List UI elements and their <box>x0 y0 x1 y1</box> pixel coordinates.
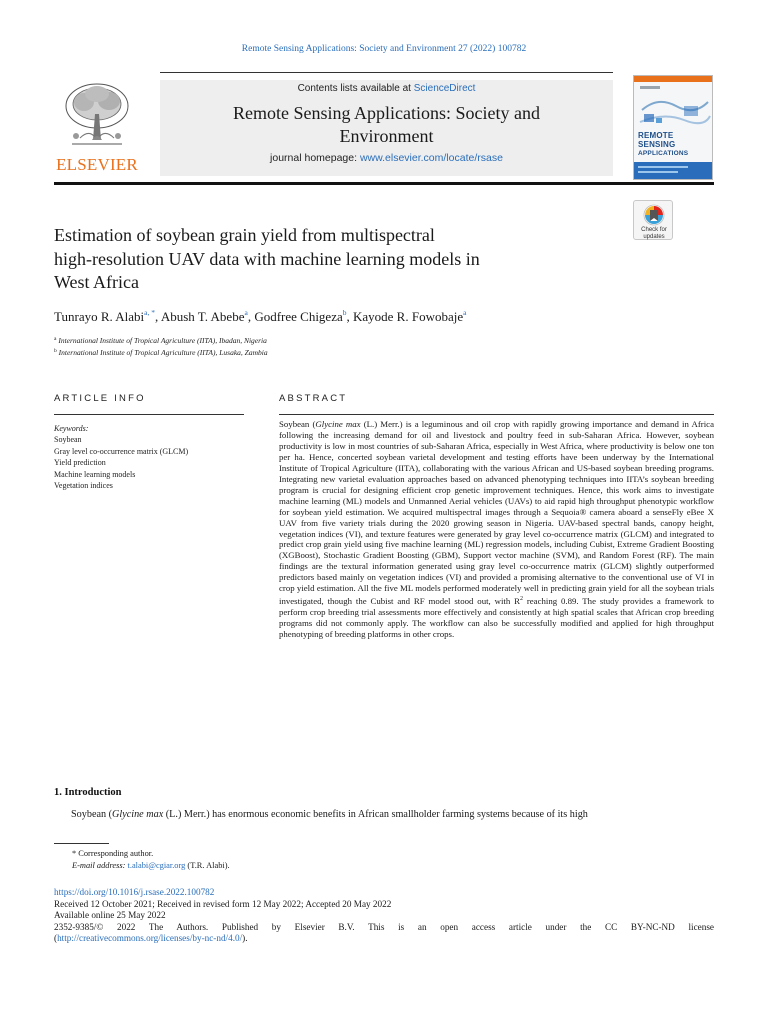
abstract-part3: reaching 0.89. The study provides a framework to perform crop breeding trial assessments more effectively and consistently at high spatial scales that African crop breeding programs did not commonly apply. The workflow can also be successfully modified and applied for high throughput phenotyping of breeding platforms in other crops. <box>279 596 714 640</box>
keywords-heading: Keywords: <box>54 424 89 433</box>
cover-title-line2: SENSING <box>638 139 676 149</box>
cover-title <box>638 132 710 159</box>
author-list <box>54 308 694 325</box>
abstract-heading: ABSTRACT <box>279 393 348 404</box>
author-affiliation-mark[interactable]: a <box>463 308 467 317</box>
intro-species: Glycine max <box>112 809 164 820</box>
article-title-line3: West Africa <box>54 272 140 292</box>
keyword-item: Soybean <box>54 435 82 445</box>
introduction-heading: 1. Introduction <box>54 787 122 798</box>
article-metadata <box>54 887 714 945</box>
received-dates: Received 12 October 2021; Received in revised form 12 May 2022; Accepted 20 May 2022 <box>54 898 392 909</box>
article-info-heading: ARTICLE INFO <box>54 393 146 404</box>
affiliation-mark: b <box>54 348 57 354</box>
sciencedirect-link[interactable]: ScienceDirect <box>413 83 476 94</box>
article-title-line1: Estimation of soybean grain yield from multispectral <box>54 225 435 245</box>
affiliation-mark: a <box>54 336 57 342</box>
article-title-line2: high-resolution UAV data with machine learning models in <box>54 248 480 269</box>
article-info-rule <box>54 414 244 415</box>
homepage-prefix: journal homepage: <box>270 152 360 164</box>
keyword-item: Vegetation indices <box>54 481 113 491</box>
abstract-part2: (L.) Merr.) is a leguminous and oil crop with rapidly growing importance and demand in Africa following the increasing demand for oil and livestock and poultry feed in sub-Saharan Africa. However, soybean productivity is low in most countries of sub-Saharan Africa, especially in West Africa, where productivity is below one ton per ha. Hence, concerted soybean varietal development and testing efforts have been underway by the International Institute of Tropical Agriculture (IITA), collaborating with the various African and US-based soybean breeding programs. Integrating new varietal evaluation approaches based on advanced phenotyping techniques into IITA’s soybean breeding program is crucial for designing efficient crop genetic improvement techniques. Hence, this work aims to investigate machine learning (ML) models and Unmanned Aerial vehicles (UAVs) to aid rapid high throughput phenotypic workflow for soybean yield estimation. We acquired multispectral images through a Sequoia® camera aboard a senseFly eBee X UAV from five variety trials during the 2020 growing season in Nigeria. UAV-based spectral bands, canopy height, vegetation indices (VI), and texture features were generated by gray level co-occurrence matrix (GLCM) and integrated to predict crop grain yield using five machine learning (ML) regression models, including Cubist, Extreme Gradient Boosting (XGBoost), Stochastic Gradient Boosting (GBM), Support vector machine (SVM), and Random Forest (RF). The main findings are the textural information generated using gray level co-occurrence matrix (GLCM) slightly outperformed predictors based mainly on vegetation indices (VI) and provided a promising alternative to the conventional use of VI in crop yield estimation. All the five ML models performed moderately well in predicting grain yield for all the soybean trials investigated, though the Cubist and RF model stood out, with R <box>279 419 714 607</box>
email-link[interactable]: t.alabi@cgiar.org <box>127 860 186 870</box>
author-name[interactable]: Kayode R. Fowobaje <box>353 309 464 324</box>
top-rule <box>160 72 613 73</box>
journal-homepage <box>160 152 613 164</box>
keywords-block <box>54 423 254 491</box>
author-name[interactable]: Godfree Chigeza <box>254 309 343 324</box>
doi-link[interactable]: https://doi.org/10.1016/j.rsase.2022.100782 <box>54 887 215 897</box>
header-divider <box>54 182 714 185</box>
affiliation <box>54 336 694 345</box>
affiliation-text: International Institute of Tropical Agriculture (IITA), Ibadan, Nigeria <box>58 336 267 345</box>
license-url-line <box>54 933 714 945</box>
footnote-rule <box>54 843 109 844</box>
elsevier-tree-icon <box>62 80 132 152</box>
article-title <box>54 224 594 295</box>
abstract-part1: Soybean ( <box>279 419 316 429</box>
email-suffix: (T.R. Alabi). <box>185 860 230 870</box>
email-note <box>54 860 714 872</box>
cover-title-line3: APPLICATIONS <box>638 150 689 157</box>
available-online: Available online 25 May 2022 <box>54 910 166 921</box>
author-separator: , <box>247 309 255 324</box>
author-separator: , <box>155 309 161 324</box>
homepage-link[interactable]: www.elsevier.com/locate/rsase <box>359 152 503 164</box>
journal-cover[interactable] <box>633 75 713 180</box>
publisher-logo[interactable] <box>54 80 140 176</box>
keyword-item: Machine learning models <box>54 469 136 479</box>
check-badge-line1: Check for <box>641 227 667 233</box>
cover-artwork-icon <box>634 76 713 180</box>
contents-prefix: Contents lists available at <box>297 83 414 94</box>
running-head[interactable]: Remote Sensing Applications: Society and Environment 27 (2022) 100782 <box>241 44 527 54</box>
check-badge-label <box>634 227 674 240</box>
affiliation-text: International Institute of Tropical Agriculture (IITA), Lusaka, Zambia <box>58 348 268 357</box>
abstract-r2-superscript: 2 <box>519 596 523 603</box>
affiliation <box>54 348 694 357</box>
license-statement: 2352-9385/© 2022 The Authors. Published by Elsevier B.V. This is an open access article under the CC BY-NC-ND license <box>54 921 714 932</box>
elsevier-wordmark: ELSEVIER <box>56 155 138 174</box>
corresponding-author-note: * Corresponding author. <box>72 849 154 858</box>
journal-masthead <box>160 80 613 176</box>
author-separator: , <box>346 309 353 324</box>
journal-title <box>160 102 613 148</box>
intro-part2: (L.) Merr.) has enormous economic benefits in African smallholder farming systems because of its high <box>163 809 588 820</box>
author-affiliation-mark[interactable]: a, * <box>144 308 156 317</box>
license-link[interactable]: http://creativecommons.org/licenses/by-nc-nd/4.0/ <box>57 933 243 944</box>
keyword-item: Gray level co-occurrence matrix (GLCM) <box>54 446 189 456</box>
contents-line <box>160 83 613 94</box>
journal-title-line2: Environment <box>339 126 434 146</box>
abstract-rule <box>279 414 714 415</box>
introduction-text <box>54 808 714 821</box>
license-close: ). <box>242 933 248 944</box>
cover-title-line1: REMOTE <box>638 131 674 140</box>
abstract-species: Glycine max <box>315 419 361 429</box>
intro-part1: Soybean ( <box>71 809 113 820</box>
author-name[interactable]: Abush T. Abebe <box>160 309 245 324</box>
footnotes <box>54 848 714 871</box>
crossmark-icon <box>634 202 674 228</box>
author-affiliation-mark[interactable]: a <box>244 308 248 317</box>
check-for-updates-badge[interactable] <box>633 200 673 240</box>
author-name[interactable]: Tunrayo R. Alabi <box>54 309 145 324</box>
license-open: ( <box>54 933 58 944</box>
email-label: E-mail address: <box>72 860 128 870</box>
keyword-item: Yield prediction <box>54 458 106 468</box>
abstract-text <box>279 419 714 640</box>
author-affiliation-mark[interactable]: b <box>342 308 347 317</box>
journal-title-line1: Remote Sensing Applications: Society and <box>233 103 540 123</box>
check-badge-line2: updates <box>643 233 665 240</box>
